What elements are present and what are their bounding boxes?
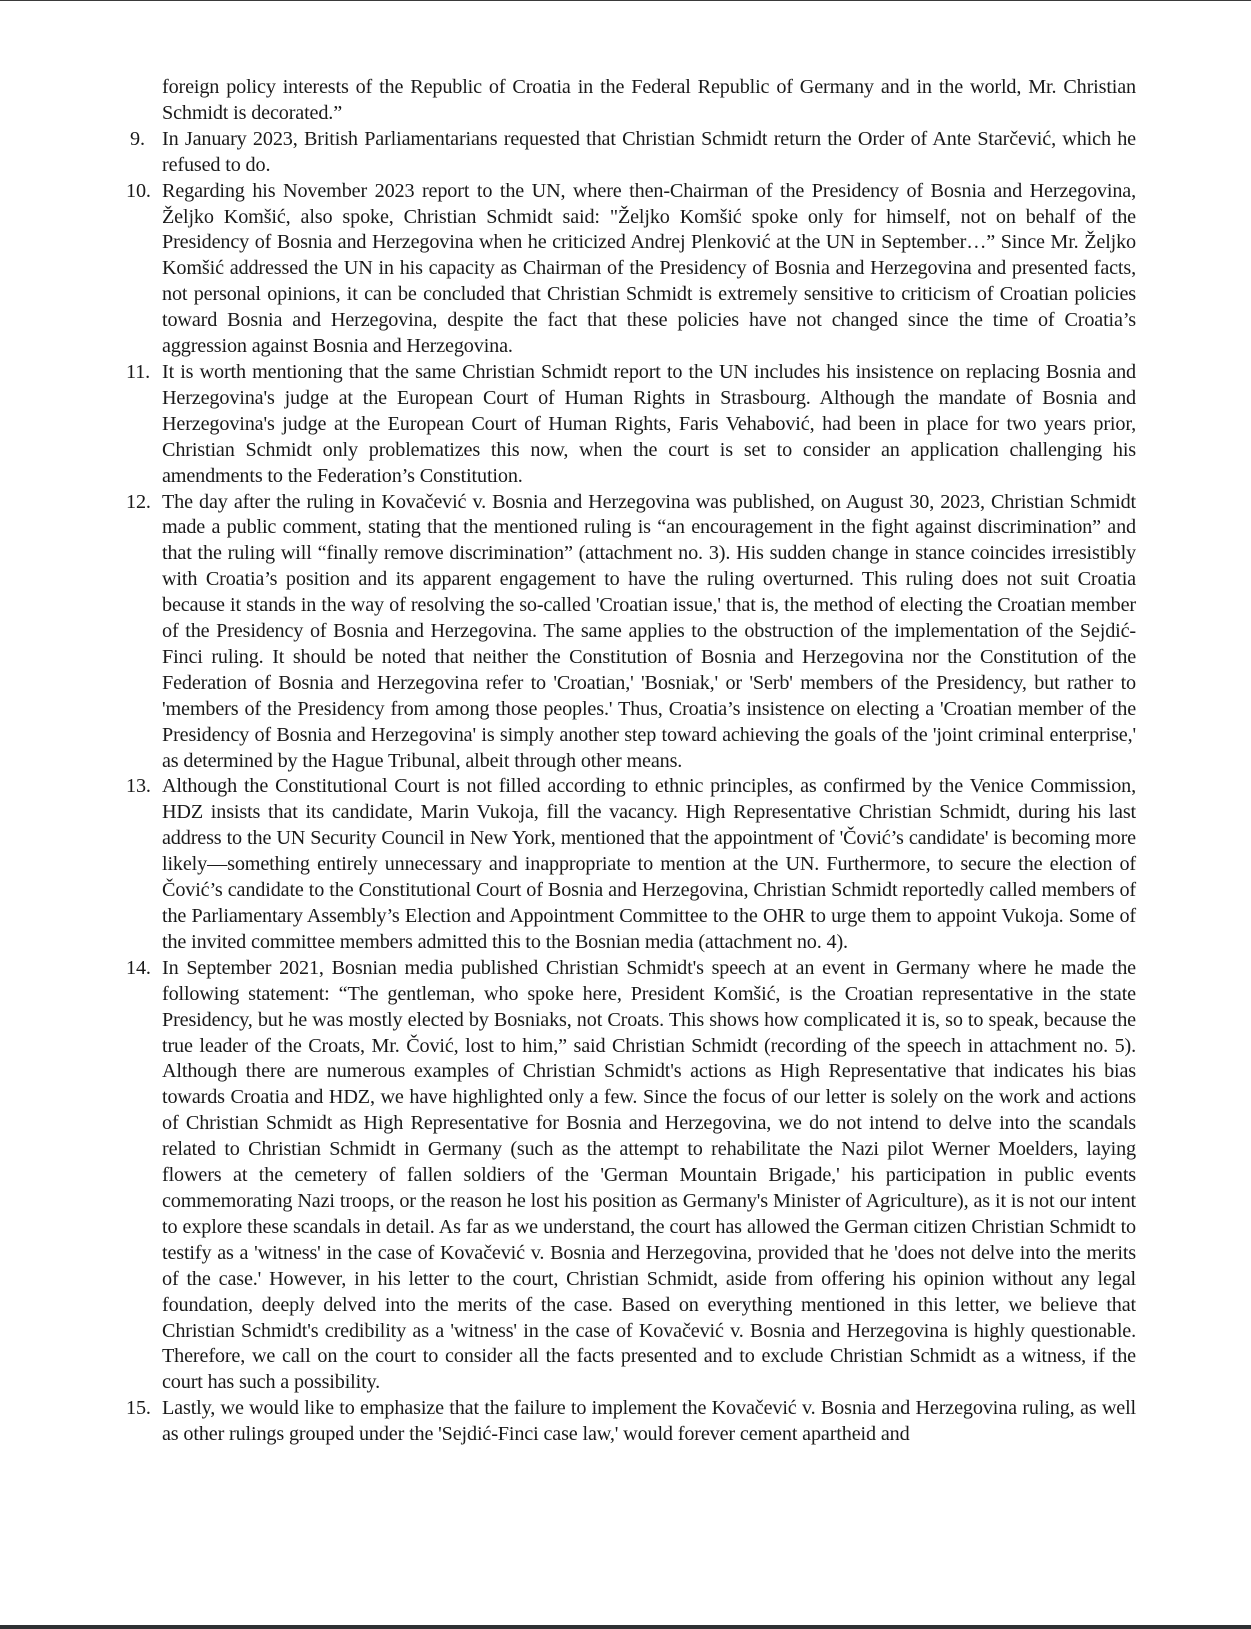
item-text: Although the Constitutional Court is not filled according to ethnic principles, as confirmed by the Venice Commission, HDZ insists that its candidate, Marin Vukoja, fill the vacancy. High Representative Christian Schmidt, during his last address to the UN Security Council in New York, mentioned that the appointment of 'Čović’s candidate' is becoming more likely—something entirely unnecessary and inappropriate to mention at the UN. Furthermore, to secure the election of Čović’s candidate to the Constitutional Court of Bosnia and Herzegovina, Christian Schmidt reportedly called members of the Parliamentary Assembly’s Election and Appointment Committee to the OHR to urge them to appoint Vukoja. Some of the invited committee members admitted this to the Bosnian media (attachment no. 4).: [162, 775, 1136, 953]
continuation-paragraph: foreign policy interests of the Republic of Croatia in the Federal Republic of Germany and in the world, Mr. Christian Schmidt is decorated.”: [162, 76, 1136, 124]
item-number: 14.: [126, 956, 151, 979]
top-border: [0, 0, 1251, 1]
list-item-9: [126, 127, 1136, 179]
item-text: In January 2023, British Parliamentarians requested that Christian Schmidt return the Order of Ante Starčević, which he refused to do.: [162, 127, 1136, 176]
list-item-13: [126, 774, 1136, 955]
item-number: 13.: [126, 775, 151, 798]
numbered-list: [126, 127, 1136, 1448]
item-number: 10.: [126, 179, 151, 202]
list-item-14: [126, 956, 1136, 1396]
item-text: The day after the ruling in Kovačević v. Bosnia and Herzegovina was published, on August 30, 2023, Christian Schmidt made a public comment, stating that the mentioned ruling is “an encouragement in the fight against discrimination” and that the ruling will “finally remove discrimination” (attachment no. 3). His sudden change in stance coincides irresistibly with Croatia’s position and its apparent engagement to have the ruling overturned. This ruling does not suit Croatia because it stands in the way of resolving the so-called 'Croatian issue,' that is, the method of electing the Croatian member of the Presidency of Bosnia and Herzegovina. The same applies to the obstruction of the implementation of the Sejdić-Finci ruling. It should be noted that neither the Constitution of Bosnia and Herzegovina nor the Constitution of the Federation of Bosnia and Herzegovina refer to 'Croatian,' 'Bosniak,' or 'Serb' members of the Presidency, but rather to 'members of the Presidency from among those peoples.' Thus, Croatia’s insistence on electing a 'Croatian member of the Presidency of Bosnia and Herzegovina' is simply another step toward achieving the goals of the 'joint criminal enterprise,' as determined by the Hague Tribunal, albeit through other means.: [162, 490, 1136, 772]
list-item-12: [126, 490, 1136, 775]
document-page: [126, 75, 1136, 1448]
item-number: 9.: [130, 127, 145, 150]
item-text: It is worth mentioning that the same Christian Schmidt report to the UN includes his insistence on replacing Bosnia and Herzegovina's judge at the European Court of Human Rights in Strasbourg. Although the mandate of Bosnia and Herzegovina's judge at the European Court of Human Rights, Faris Vehabović, had been in place for two years prior, Christian Schmidt only problematizes this now, when the court is set to consider an application challenging his amendments to the Federation’s Constitution.: [162, 360, 1136, 487]
item-text: In September 2021, Bosnian media published Christian Schmidt's speech at an event in Germany where he made the following statement: “The gentleman, who spoke here, President Komšić, is the Croatian representative in the state Presidency, but he was mostly elected by Bosniaks, not Croats. This shows how complicated it is, so to speak, because the true leader of the Croats, Mr. Čović, lost to him,” said Christian Schmidt (recording of the speech in attachment no. 5). Although there are numerous examples of Christian Schmidt's actions as High Representative that indicates his bias towards Croatia and HDZ, we have highlighted only a few. Since the focus of our letter is solely on the work and actions of Christian Schmidt as High Representative for Bosnia and Herzegovina, we do not intend to delve into the scandals related to Christian Schmidt in Germany (such as the attempt to rehabilitate the Nazi pilot Werner Moelders, laying flowers at the cemetery of fallen soldiers of the 'German Mountain Brigade,' his participation in public events commemorating Nazi troops, or the reason he lost his position as Germany's Minister of Agriculture), as it is not our intent to explore these scandals in detail. As far as we understand, the court has allowed the German citizen Christian Schmidt to testify as a 'witness' in the case of Kovačević v. Bosnia and Herzegovina, provided that he 'does not delve into the merits of the case.' However, in his letter to the court, Christian Schmidt, aside from offering his opinion without any legal foundation, deeply delved into the merits of the case. Based on everything mentioned in this letter, we believe that Christian Schmidt's credibility as a 'witness' in the case of Kovačević v. Bosnia and Herzegovina is highly questionable. Therefore, we call on the court to consider all the facts presented and to exclude Christian Schmidt as a witness, if the court has such a possibility.: [162, 956, 1136, 1394]
list-item-15: [126, 1396, 1136, 1448]
item-text: Regarding his November 2023 report to the UN, where then-Chairman of the Presidency of Bosnia and Herzegovina, Željko Komšić, also spoke, Christian Schmidt said: "Željko Komšić spoke only for himself, not on behalf of the Presidency of Bosnia and Herzegovina when he criticized Andrej Plenković at the UN in September…” Since Mr. Željko Komšić addressed the UN in his capacity as Chairman of the Presidency of Bosnia and Herzegovina and presented facts, not personal opinions, it can be concluded that Christian Schmidt is extremely sensitive to criticism of Croatian policies toward Bosnia and Herzegovina, despite the fact that these policies have not changed since the time of Croatia’s aggression against Bosnia and Herzegovina.: [162, 179, 1136, 358]
item-number: 15.: [126, 1397, 151, 1420]
list-item-10: [126, 179, 1136, 360]
item-number: 12.: [126, 490, 151, 513]
item-number: 11.: [126, 360, 151, 383]
bottom-bar: [0, 1625, 1251, 1629]
list-item-11: [126, 360, 1136, 490]
item-text: Lastly, we would like to emphasize that the failure to implement the Kovačević v. Bosnia and Herzegovina ruling, as well as other rulings grouped under the 'Sejdić-Finci case law,' would forever cement apartheid and: [162, 1397, 1136, 1446]
